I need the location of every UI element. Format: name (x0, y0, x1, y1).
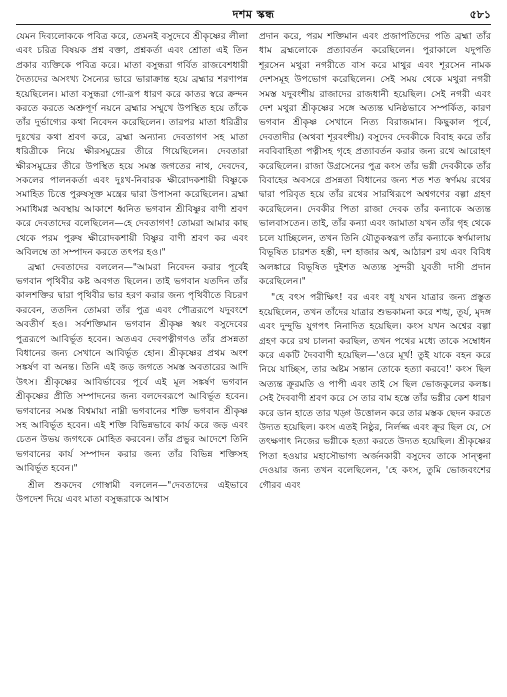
paragraph: ব্রহ্মা দেবতাদের বললেন—"আমরা নিবেদন করার পূর্বেই ভগবান পৃথিবীর কষ্ট অবগত ছিলেন। তাই ভগবান যতদিন তাঁর কালশক্তির দ্বারা পৃথিবীর ভার হরণ করার জন্য পৃথিবীতে বিচরণ করবেন, ততদিন তোমরা তাঁর পুত্র এবং পৌত্ররূপে যদুবংশে অবতীর্ণ হও। সর্বশক্তিমান ভগবান শ্রীকৃষ্ণ স্বয়ং বসুদেবের পুত্ররূপে আবির্ভূত হবেন। অতএব দেবপত্নীগণও তাঁর প্রসন্নতা বিধানের জন্য সেখানে আবির্ভূত হোন। শ্রীকৃষ্ণের প্রথম অংশ সঙ্কর্ষণ বা অনন্ত। তিনি এই জড় জগতে সমস্ত অবতারের আদি উৎস। শ্রীকৃষ্ণের আবির্ভাবের পূর্বে এই মূল সঙ্কর্ষণ ভগবান শ্রীকৃষ্ণের প্রীতি সম্পাদনের জন্য বলদেবরূপে আবির্ভূত হবেন। ভগবানের সমস্ত বিশ্বমায়া নাম্নী ভগবানের শক্তি ভগবান শ্রীকৃষ্ণ সহ আবির্ভূত হবেন। এই শক্তি বিভিন্নভাবে কার্য করে জড় এবং চেতন উভয় জগৎকে মোহিত করবেন। তাঁর প্রভুর আদেশে তিনি ভগবানের কার্য সম্পাদন করার জন্য তাঁর বিভিন্ন শক্তিসহ আবির্ভূত হবেন।" (16, 261, 248, 475)
running-title: দশম স্কন্ধ (232, 8, 275, 21)
left-column (16, 30, 248, 507)
paragraph: প্রদান করে, পরম শক্তিমান এবং প্রজাপতিদের পতি ব্রহ্মা তাঁর ধাম ব্রহ্মলোকে প্রত্যাবর্তন করেছিলেন। পুরাকালে যদুপতি শূরসেন মথুরা নগরীতে বাস করে মাথুর এবং শূরসেন নামক দেশসমূহ উপভোগ করেছিলেন। সেই সময় থেকে মথুরা নগরী সমস্ত যদুবংশীয় রাজাদের রাজধানী হয়েছিল। সেই নগরী এবং দেশ মথুরা শ্রীকৃষ্ণের সঙ্গে অত্যন্ত ঘনিষ্ঠভাবে সম্পর্কিত, কারণ ভগবান শ্রীকৃষ্ণ সেখানে নিত্য বিরাজমান। কিছুকাল পূর্বে, দেবতাদীর (অথবা শূরবংশীয়) বসুদেব দেবকীকে বিবাহ করে তাঁর নববিবাহিতা পত্নীসহ গৃহে প্রত্যাবর্তন করার জন্য রথে আরোহণ করেছিলেন। রাজা উগ্রসেনের পুত্র কংস তাঁর ভগ্নী দেবকীকে তাঁর বিবাহের অবসরে প্রসন্নতা বিধানের জন্য শত শত স্বর্ণময় রথের দ্বারা পরিবৃত হয়ে তাঁর রথের সারথিরূপে অশ্বগণের বল্গা গ্রহণ করেছিলেন। দেবকীর পিতা রাজা দেবক তাঁর কন্যাকে অত্যন্ত ভালবাসতেন। তাই, তাঁর কন্যা এবং জামাতা যখন তাঁর গৃহ থেকে চলে যাচ্ছিলেন, তখন তিনি যৌতুকস্বরূপ তাঁর কন্যাকে স্বর্ণমালায় বিভূষিত চারশত হস্তী, দশ হাজার অশ্ব, আঠারশ রথ এবং বিবিধ অলঙ্কারে বিভূষিত দুইশত অত্যন্ত সুন্দরী যুবতী দাসী প্রদান করেছিলেন।" (259, 31, 491, 287)
paragraph: যেমন দিব্যলোককে পবিত্র করে, তেমনই বসুদেবে শ্রীকৃষ্ণের লীলা এবং চরিত্র বিষয়ক প্রশ্ন বক্তা, প্রশ্নকর্তা এবং শ্রোতা এই তিন প্রকার ব্যক্তিকে পবিত্র করে। মাতা বসুন্ধরা গর্বিত রাজবেশধারী দৈত্যদের অসংখ্য সৈন্যের ভারে ভারাক্রান্ত হয়ে ব্রহ্মার শরণাপন্ন হয়েছিলেন। মাতা বসুন্ধরা গো-রূপ ধারণ করে কাতর স্বরে ক্রন্দন করতে করতে অশ্রুপূর্ণ নয়নে ব্রহ্মার সম্মুখে উপস্থিত হয়ে তাঁকে তাঁর দুর্ভাগ্যের কথা নিবেদন করেছিলেন। তারপর মাতা ধরিত্রীর দুঃখের কথা শ্রবণ করে, ব্রহ্মা অন্যান্য দেবতাগণ সহ মাতা ধরিত্রীকে নিয়ে ক্ষীরসমুদ্রের তীরে গিয়েছিলেন। দেবতারা ক্ষীরসমুদ্রের তীরে উপস্থিত হয়ে সমস্ত জগতের নাথ, দেবদেব, সকলের পালনকর্তা এবং দুঃখ-নিবারক ক্ষীরোদকশায়ী বিষ্ণুকে সমাহিত চিত্তে পুরুষসূক্ত মন্ত্রের দ্বারা উপাসনা করেছিলেন। ব্রহ্মা সমাধিমগ্ন অবস্থায় আকাশে ধ্বনিত ভগবান শ্রীবিষ্ণুর বাণী শ্রবণ করে দেবতাদের বলেছিলেন—হে দেবতাগণ! তোমরা আমার কাছ থেকে পরম পুরুষ ক্ষীরোদকশায়ী বিষ্ণুর বাণী শ্রবণ কর এবং অবিলম্বে তা সম্পাদন করতে তৎপর হও।" (16, 31, 248, 259)
page-number: ৫৮১ (469, 8, 491, 21)
paragraph: শ্রীল শুকদেব গোস্বামী বললেন—"দেবতাদের এইভাবে উপদেশ দিয়ে এবং মাতা বসুন্ধরাকে আশ্বাস (16, 479, 248, 505)
paragraph: "হে বৎস পরীক্ষিৎ! বর এবং বধূ যখন যাত্রার জন্য প্রস্তুত হয়েছিলেন, তখন তাঁদের যাত্রার শুভকামনা করে শঙ্খ, তূর্য, মৃদঙ্গ এবং দুন্দুভি যুগপৎ নিনাদিত হয়েছিল। কংস যখন অশ্বের বল্গা গ্রহণ করে রথ চালনা করছিল, তখন পথের মধ্যে তাকে সম্বোধন করে একটি দৈববাণী হয়েছিল—'ওরে মূর্খ! তুই যাকে বহন করে নিয়ে যাচ্ছিস, তার অষ্টম সন্তান তোকে হত্যা করবে!' কংস ছিল অত্যন্ত ক্রূরমতি ও পাপী এবং তাই সে ছিল ভোজকুলের কলঙ্ক। সেই দৈববাণী শ্রবণ করে সে তার বাম হস্তে তাঁর ভগ্নীর কেশ ধারণ করে ডান হাতে তার খড়্গ উত্তোলন করে তার মস্তক ছেদন করতে উদ্যত হয়েছিল। কংস এতই নিষ্ঠুর, নির্লজ্জ এবং ক্রূর ছিল যে, সে তৎক্ষণাৎ নিজের ভগ্নীকে হত্যা করতে উদ্যত হয়েছিল। শ্রীকৃষ্ণের পিতা হওয়ার মহাসৌভাগ্য অর্জনকারী বসুদেব তাকে সান্ত্বনা দেওয়ার জন্য তখন বলেছিলেন, 'হে কংস, তুমি ভোজবংশের গৌরব এবং (259, 292, 491, 491)
header-rule (16, 24, 491, 25)
page-header (0, 6, 507, 24)
right-column (259, 30, 491, 493)
